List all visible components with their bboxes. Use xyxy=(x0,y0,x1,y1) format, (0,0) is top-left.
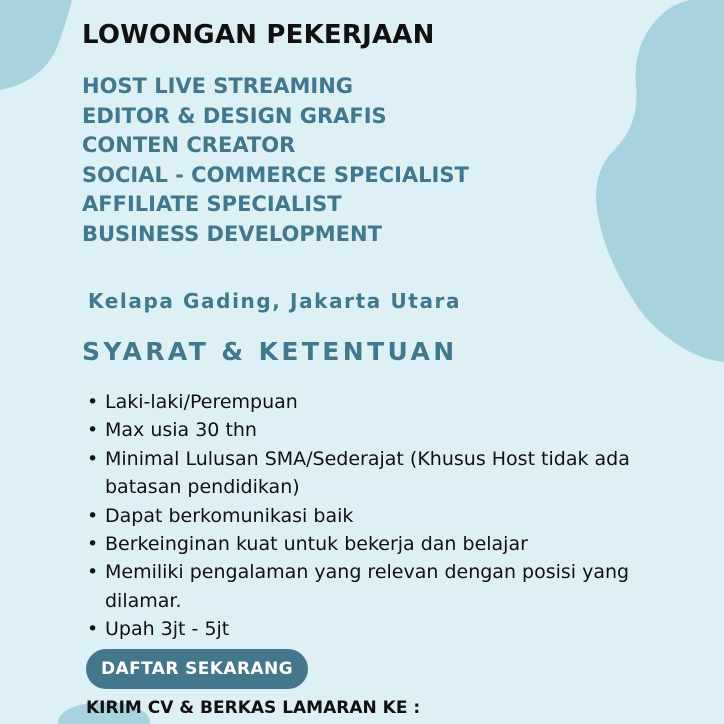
send-cv-label: KIRIM CV & BERKAS LAMARAN KE : xyxy=(86,698,421,718)
job-location: Kelapa Gading, Jakarta Utara xyxy=(88,289,462,313)
position-item: CONTEN CREATOR xyxy=(82,133,296,157)
position-item: EDITOR & DESIGN GRAFIS xyxy=(82,103,387,128)
position-item: SOCIAL - COMMERCE SPECIALIST xyxy=(82,162,469,187)
position-item: BUSINESS DEVELOPMENT xyxy=(82,221,382,246)
positions-list xyxy=(82,72,469,249)
register-now-button[interactable]: DAFTAR SEKARANG xyxy=(86,649,308,689)
requirement-item: • Minimal Lulusan SMA/Sederajat (Khusus Host tidak ada batasan pendidikan) xyxy=(86,445,666,502)
requirements-list xyxy=(86,388,666,644)
requirement-item: • Laki-laki/Perempuan xyxy=(86,388,666,416)
requirement-item: • Dapat berkomunikasi baik xyxy=(86,502,666,530)
position-item: AFFILIATE SPECIALIST xyxy=(82,192,342,216)
requirement-item: • Berkeinginan kuat untuk bekerja dan belajar xyxy=(86,530,666,558)
requirement-item: • Max usia 30 thn xyxy=(86,416,666,444)
poster-headline: LOWONGAN PEKERJAAN xyxy=(82,20,435,50)
requirement-item: • Upah 3jt - 5jt xyxy=(86,615,666,643)
requirements-title: SYARAT & KETENTUAN xyxy=(82,337,458,366)
position-item: HOST LIVE STREAMING xyxy=(82,74,354,98)
requirement-item: • Memiliki pengalaman yang relevan dengan posisi yang dilamar. xyxy=(86,558,666,615)
